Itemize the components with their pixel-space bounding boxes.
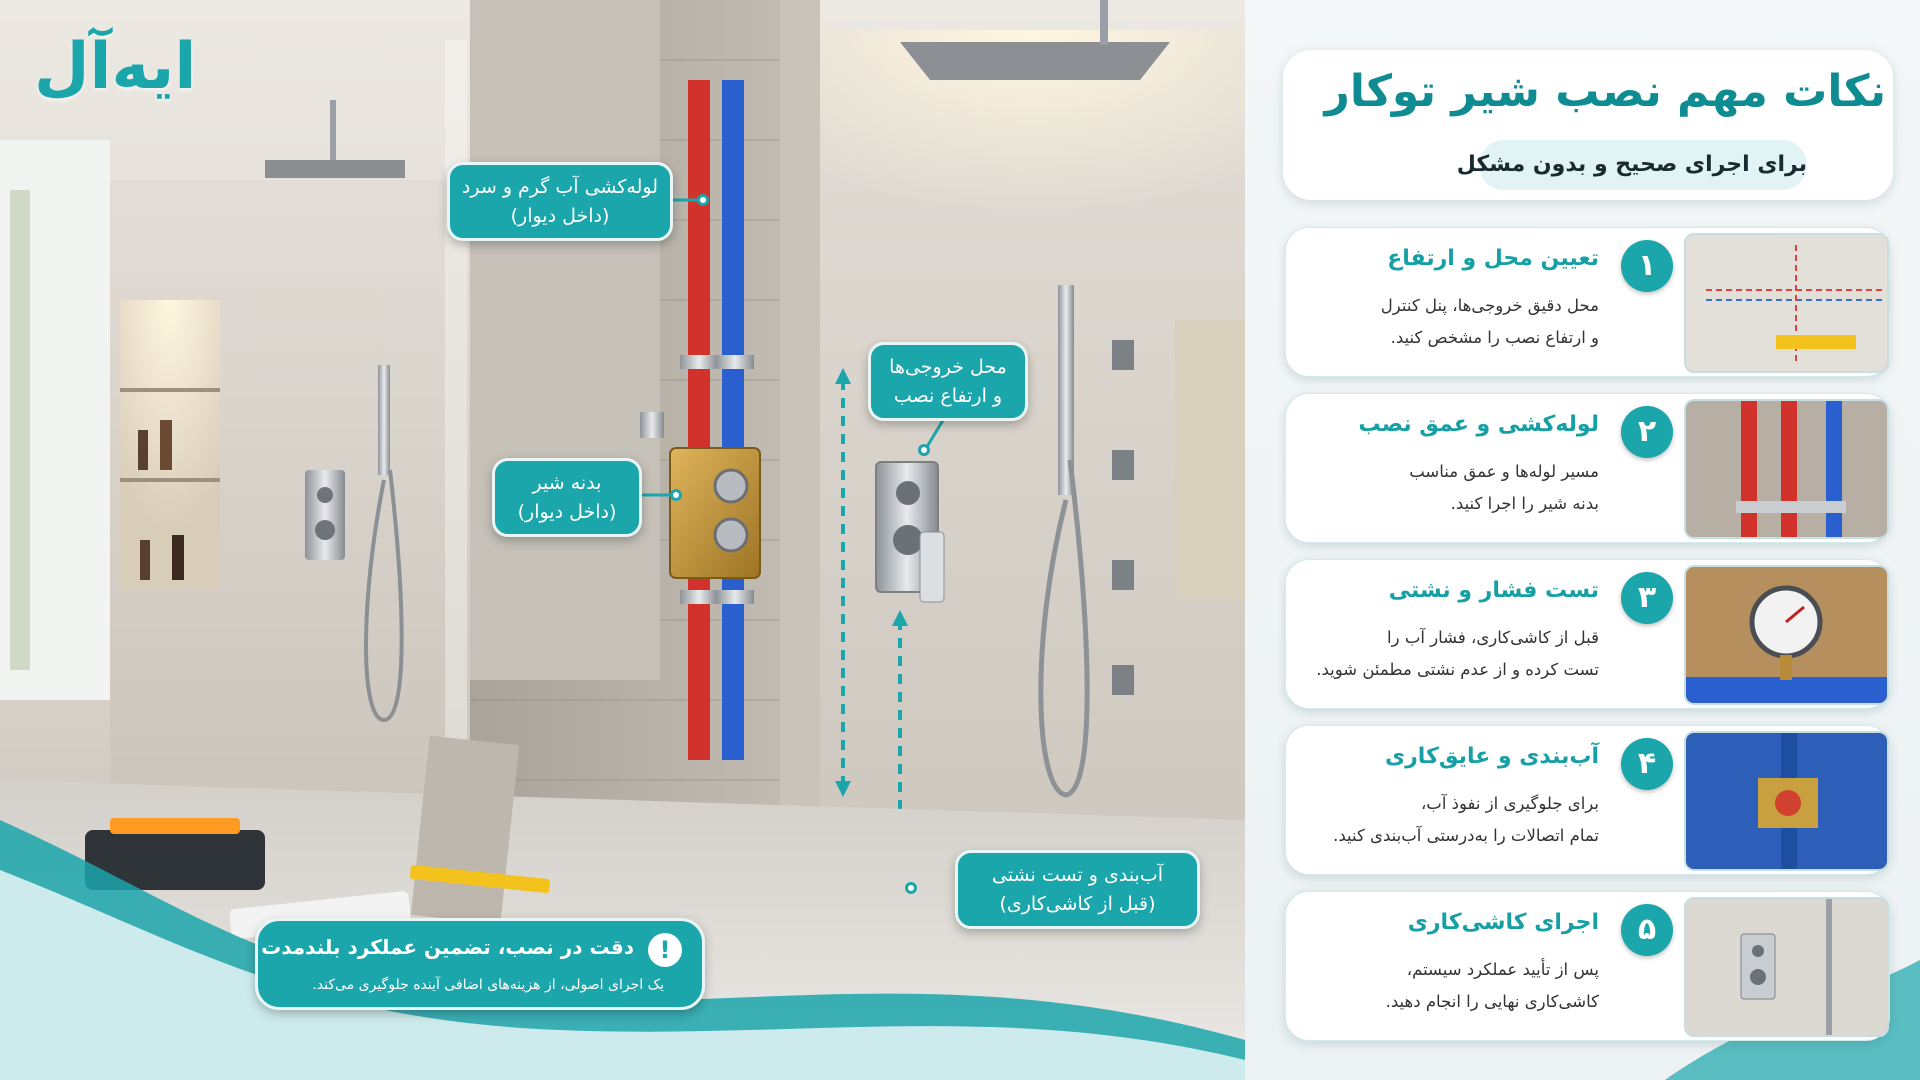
callout-outlets-line1: محل خروجی‌ها [889, 356, 1007, 378]
callout-valve-body-line1: بدنه شیر [532, 472, 602, 494]
callout-pipes-line1: لوله‌کشی آب گرم و سرد [461, 176, 658, 198]
step-description: قبل از کاشی‌کاری، فشار آب را تست کرده و از عدم نشتی مطمئن شوید. [1316, 628, 1599, 679]
note-title: دقت در نصب، تضمین عملکرد بلندمدت [261, 935, 634, 959]
step-title: لوله‌کشی و عمق نصب [1358, 412, 1599, 437]
callout-valve-body-line2: (داخل دیوار) [517, 500, 617, 523]
installation-note [255, 918, 705, 1010]
page-subtitle: برای اجرای صحیح و بدون مشکل [1479, 140, 1807, 190]
callout-outlets [868, 342, 1028, 421]
brand-logo: ایه‌آل [34, 30, 197, 104]
note-text: یک اجرای اصولی، از هزینه‌های اضافی آینده جلوگیری می‌کند. [312, 977, 664, 993]
step-card-4 [1285, 725, 1890, 875]
step-description: برای جلوگیری از نفوذ آب، تمام اتصالات را به‌درستی آب‌بندی کنید. [1333, 794, 1599, 845]
tiled-valve-thumb [1684, 897, 1889, 1037]
callout-pipes-line2: (داخل دیوار) [510, 204, 610, 227]
step-card-1 [1285, 227, 1890, 377]
callout-pipes-dot [697, 194, 709, 206]
page-title: نکات مهم نصب شیر توکار [1324, 66, 1886, 117]
step-description: پس از تأیید عملکرد سیستم، کاشی‌کاری نهایی را انجام دهید. [1385, 960, 1599, 1011]
callout-pipes [447, 162, 673, 241]
exclamation-icon: ! [648, 933, 682, 967]
step-title: آب‌بندی و عایق‌کاری [1384, 744, 1599, 769]
step-number-badge: ۳ [1621, 572, 1673, 624]
callout-sealing [955, 850, 1200, 929]
step-number-badge: ۲ [1621, 406, 1673, 458]
callout-valve-body [492, 458, 642, 537]
callout-valve-body-dot [670, 489, 682, 501]
layout-level-thumb [1684, 233, 1889, 373]
step-card-3 [1285, 559, 1890, 709]
step-number-badge: ۴ [1621, 738, 1673, 790]
step-number-badge: ۱ [1621, 240, 1673, 292]
step-card-5 [1285, 891, 1890, 1041]
callout-outlets-dot [918, 444, 930, 456]
callout-sealing-line1: آب‌بندی و تست نشتی [991, 864, 1164, 886]
pressure-gauge-thumb [1684, 565, 1889, 705]
waterproofing-thumb [1684, 731, 1889, 871]
pipes-thumb [1684, 399, 1889, 539]
callout-sealing-line2: (قبل از کاشی‌کاری) [999, 892, 1156, 915]
callout-sealing-dot [905, 882, 917, 894]
callout-outlets-line2: و ارتفاع نصب [893, 384, 1003, 407]
step-description: محل دقیق خروجی‌ها، پنل کنترل و ارتفاع نصب را مشخص کنید. [1380, 296, 1599, 347]
step-description: مسیر لوله‌ها و عمق مناسب بدنه شیر را اجرا کنید. [1409, 462, 1599, 513]
step-card-2 [1285, 393, 1890, 543]
step-title: تعیین محل و ارتفاع [1387, 246, 1599, 271]
step-title: اجرای کاشی‌کاری [1407, 910, 1599, 935]
step-title: تست فشار و نشتی [1388, 578, 1599, 603]
step-number-badge: ۵ [1621, 904, 1673, 956]
